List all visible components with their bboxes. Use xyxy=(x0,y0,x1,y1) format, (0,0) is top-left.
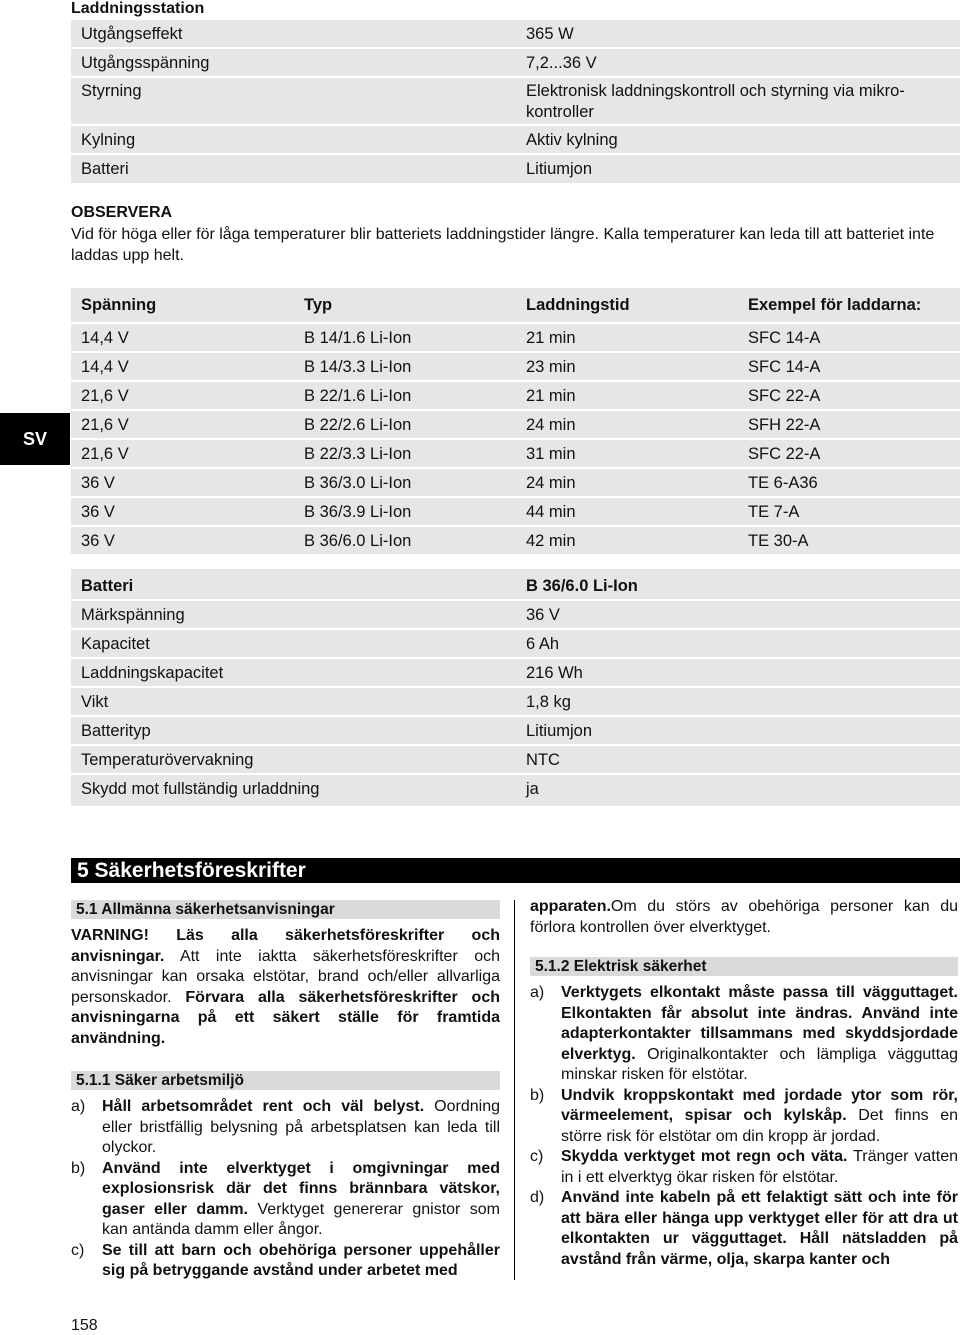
battery-header-label: Batteri xyxy=(81,577,134,595)
warning-bold: VARNING! Läs alla säkerhetsföreskrifter och anvisningar. xyxy=(71,927,500,965)
row-value: Elektronisk laddningskontroll och styrning via mikro-kontroller xyxy=(526,82,905,121)
table-row xyxy=(71,469,960,498)
table-row xyxy=(71,527,960,554)
subsection-heading: 5.1 Allmänna säkerhetsanvisningar xyxy=(71,900,500,919)
list-label: b) xyxy=(71,1159,86,1177)
table-row xyxy=(71,411,960,440)
table-cell: B 22/2.6 Li-Ion xyxy=(304,416,412,434)
table-row xyxy=(71,382,960,411)
table-row xyxy=(71,630,960,659)
left-list xyxy=(71,1097,500,1282)
table-row xyxy=(71,746,960,775)
list-label: d) xyxy=(530,1189,545,1206)
table-cell: 21 min xyxy=(526,329,576,347)
table-row xyxy=(71,601,960,630)
continued-paragraph xyxy=(530,897,958,938)
table-cell: 14,4 V xyxy=(81,329,129,347)
list-label: b) xyxy=(530,1086,545,1104)
station-title: Laddningsstation xyxy=(71,0,205,17)
table-cell: SFH 22-A xyxy=(748,416,821,434)
warning-bold-2: Förvara alla säkerhetsföreskrifter och anvisningarna på ett säkert ställe för framtida användning. xyxy=(71,988,501,1047)
list-text: Tränger vatten in i ett elverktyg ökar risken för elstötar. xyxy=(561,1148,958,1186)
list-text: Verktyget genererar gnistor som kan antända damm eller ångor. xyxy=(102,1200,501,1238)
list-bold: Verktygets elkontakt måste passa till vägguttaget. Elkontakten får absolut inte ändras. Använd inte adapterkontakter tillsammans med skyddsjordade elverktyg. xyxy=(561,984,958,1063)
battery-table xyxy=(71,569,960,806)
list-bold: Se till att barn och obehöriga personer uppehåller sig på betryggande avstånd under arbetet med xyxy=(102,1241,500,1279)
table-row xyxy=(71,324,960,353)
table-cell: SFC 22-A xyxy=(748,445,821,463)
table-cell: SFC 22-A xyxy=(748,387,821,405)
row-label: Kapacitet xyxy=(81,635,150,653)
table-cell: TE 6-A36 xyxy=(748,474,818,492)
row-label: Temperaturövervakning xyxy=(81,751,254,769)
charge-table xyxy=(71,288,960,554)
list-text: Det finns en större risk för elstötar om din kropp är jordad. xyxy=(561,1107,959,1145)
list-label: c) xyxy=(71,1241,85,1259)
right-list xyxy=(530,983,958,1270)
row-value: 6 Ah xyxy=(526,635,560,653)
row-value: 216 Wh xyxy=(526,664,583,682)
table-cell: B 22/3.3 Li-Ion xyxy=(304,445,412,463)
section-title-text: 5 Säkerhetsföreskrifter xyxy=(77,859,306,882)
table-row xyxy=(71,155,960,183)
table-cell: 21 min xyxy=(526,387,576,405)
page-number: 158 xyxy=(71,1317,98,1334)
row-value: 365 W xyxy=(526,25,574,43)
list-bold: Använd inte kabeln på ett felaktigt sätt och inte för att bära eller hänga upp verktyget eller för att dra ut elkontakten ur vägguttaget. Håll nätsladden på avstånd från värme, olja, skarpa kanter och xyxy=(561,1189,958,1268)
note-text: Vid för höga eller för låga temperaturer blir batteriets laddningstider längre. Kalla temperaturer kan leda till att batteriet inte laddas upp helt. xyxy=(71,226,935,264)
warning-text: Att inte iaktta säkerhetsföreskrifter och anvisningar kan orsaka elstötar, brand och/eller allvarliga personskador. xyxy=(71,947,501,1006)
section-title xyxy=(71,858,960,883)
table-header-row xyxy=(71,288,960,324)
list-bold: Undvik kroppskontakt med jordade ytor som rör, värmeelement, spisar och kylskåp. xyxy=(561,1086,958,1124)
row-value: NTC xyxy=(526,751,560,769)
row-label: Kylning xyxy=(81,131,136,149)
table-header-row xyxy=(71,569,960,601)
table-cell: 21,6 V xyxy=(81,416,129,434)
table-row xyxy=(71,78,960,126)
list-item xyxy=(530,1086,958,1148)
continued-text: Om du störs av obehöriga personer kan du förlora kontrollen över elverktyget. xyxy=(530,898,958,936)
list-item xyxy=(530,1147,958,1188)
list-item xyxy=(71,1241,500,1282)
note-title: OBSERVERA xyxy=(71,204,173,221)
table-row xyxy=(71,498,960,527)
table-cell: 23 min xyxy=(526,358,576,376)
table-row xyxy=(71,688,960,717)
col-header: Spänning xyxy=(81,296,157,314)
row-label: Vikt xyxy=(81,693,109,711)
row-value: Litiumjon xyxy=(526,160,593,178)
list-text: Originalkontakter och lämpliga vägguttag minskar risken för elstötar. xyxy=(561,1045,958,1083)
battery-header-value: B 36/6.0 Li-Ion xyxy=(526,577,638,595)
table-cell: 24 min xyxy=(526,416,576,434)
list-bold: Håll arbetsområdet rent och väl belyst. xyxy=(102,1098,425,1115)
table-row xyxy=(71,353,960,382)
subsection-heading: 5.1.1 Säker arbetsmiljö xyxy=(71,1071,500,1090)
table-cell: B 14/3.3 Li-Ion xyxy=(304,358,412,376)
table-cell: 31 min xyxy=(526,445,576,463)
col-header: Laddningstid xyxy=(526,296,630,314)
list-text: Oordning eller bristfällig belysning på arbetsplatsen kan leda till olyckor. xyxy=(102,1098,500,1156)
table-cell: B 14/1.6 Li-Ion xyxy=(304,329,412,347)
continued-bold: apparaten. xyxy=(530,898,611,915)
table-cell: B 36/3.0 Li-Ion xyxy=(304,474,412,492)
table-cell: 36 V xyxy=(81,532,115,550)
table-row xyxy=(71,20,960,49)
table-cell: 36 V xyxy=(81,503,115,521)
row-label: Batterityp xyxy=(81,722,151,740)
table-cell: 36 V xyxy=(81,474,115,492)
row-label: Utgångseffekt xyxy=(81,25,183,43)
list-label: a) xyxy=(71,1098,86,1115)
list-bold: Använd inte elverktyget i omgivningar med explosionsrisk där det finns brännbara vätskor, gaser eller damm. xyxy=(102,1159,500,1218)
row-label: Styrning xyxy=(81,82,142,100)
table-cell: 44 min xyxy=(526,503,576,521)
list-label: a) xyxy=(530,984,545,1001)
list-item xyxy=(530,1188,958,1270)
right-column xyxy=(530,897,958,938)
row-value: Aktiv kylning xyxy=(526,131,618,149)
table-cell: 21,6 V xyxy=(81,387,129,405)
table-row xyxy=(71,775,960,802)
col-header: Typ xyxy=(304,296,333,314)
col-header: Exempel för laddarna: xyxy=(748,296,922,314)
table-row xyxy=(71,659,960,688)
row-value: ja xyxy=(526,780,539,798)
row-value: Litiumjon xyxy=(526,722,593,740)
left-column xyxy=(71,926,500,1049)
table-row xyxy=(71,126,960,155)
table-cell: 21,6 V xyxy=(81,445,129,463)
table-cell: 24 min xyxy=(526,474,576,492)
list-item xyxy=(71,1159,500,1241)
table-cell: 42 min xyxy=(526,532,576,550)
row-value: 7,2...36 V xyxy=(526,54,597,72)
table-cell: SFC 14-A xyxy=(748,329,821,347)
list-bold: Skydda verktyget mot regn och väta. xyxy=(561,1148,848,1165)
row-value: 1,8 kg xyxy=(526,693,571,711)
column-divider xyxy=(514,900,515,1280)
row-label: Utgångsspänning xyxy=(81,54,210,72)
table-cell: B 22/1.6 Li-Ion xyxy=(304,387,412,405)
table-row xyxy=(71,717,960,746)
warning-paragraph xyxy=(71,926,500,1049)
row-value: 36 V xyxy=(526,606,560,624)
row-label: Batteri xyxy=(81,160,129,178)
row-label: Märkspänning xyxy=(81,606,185,624)
station-table xyxy=(71,20,960,183)
table-cell: SFC 14-A xyxy=(748,358,821,376)
row-label: Skydd mot fullständig urladdning xyxy=(81,780,320,798)
table-cell: 14,4 V xyxy=(81,358,129,376)
table-cell: TE 7-A xyxy=(748,503,800,521)
row-label: Laddningskapacitet xyxy=(81,664,224,682)
table-row xyxy=(71,440,960,469)
list-label: c) xyxy=(530,1148,544,1165)
table-row xyxy=(71,49,960,78)
language-tab: SV xyxy=(0,413,70,465)
table-cell: B 36/3.9 Li-Ion xyxy=(304,503,412,521)
list-item xyxy=(71,1097,500,1159)
table-cell: TE 30-A xyxy=(748,532,809,550)
subsection-heading: 5.1.2 Elektrisk säkerhet xyxy=(530,957,958,976)
table-cell: B 36/6.0 Li-Ion xyxy=(304,532,412,550)
list-item xyxy=(530,983,958,1086)
